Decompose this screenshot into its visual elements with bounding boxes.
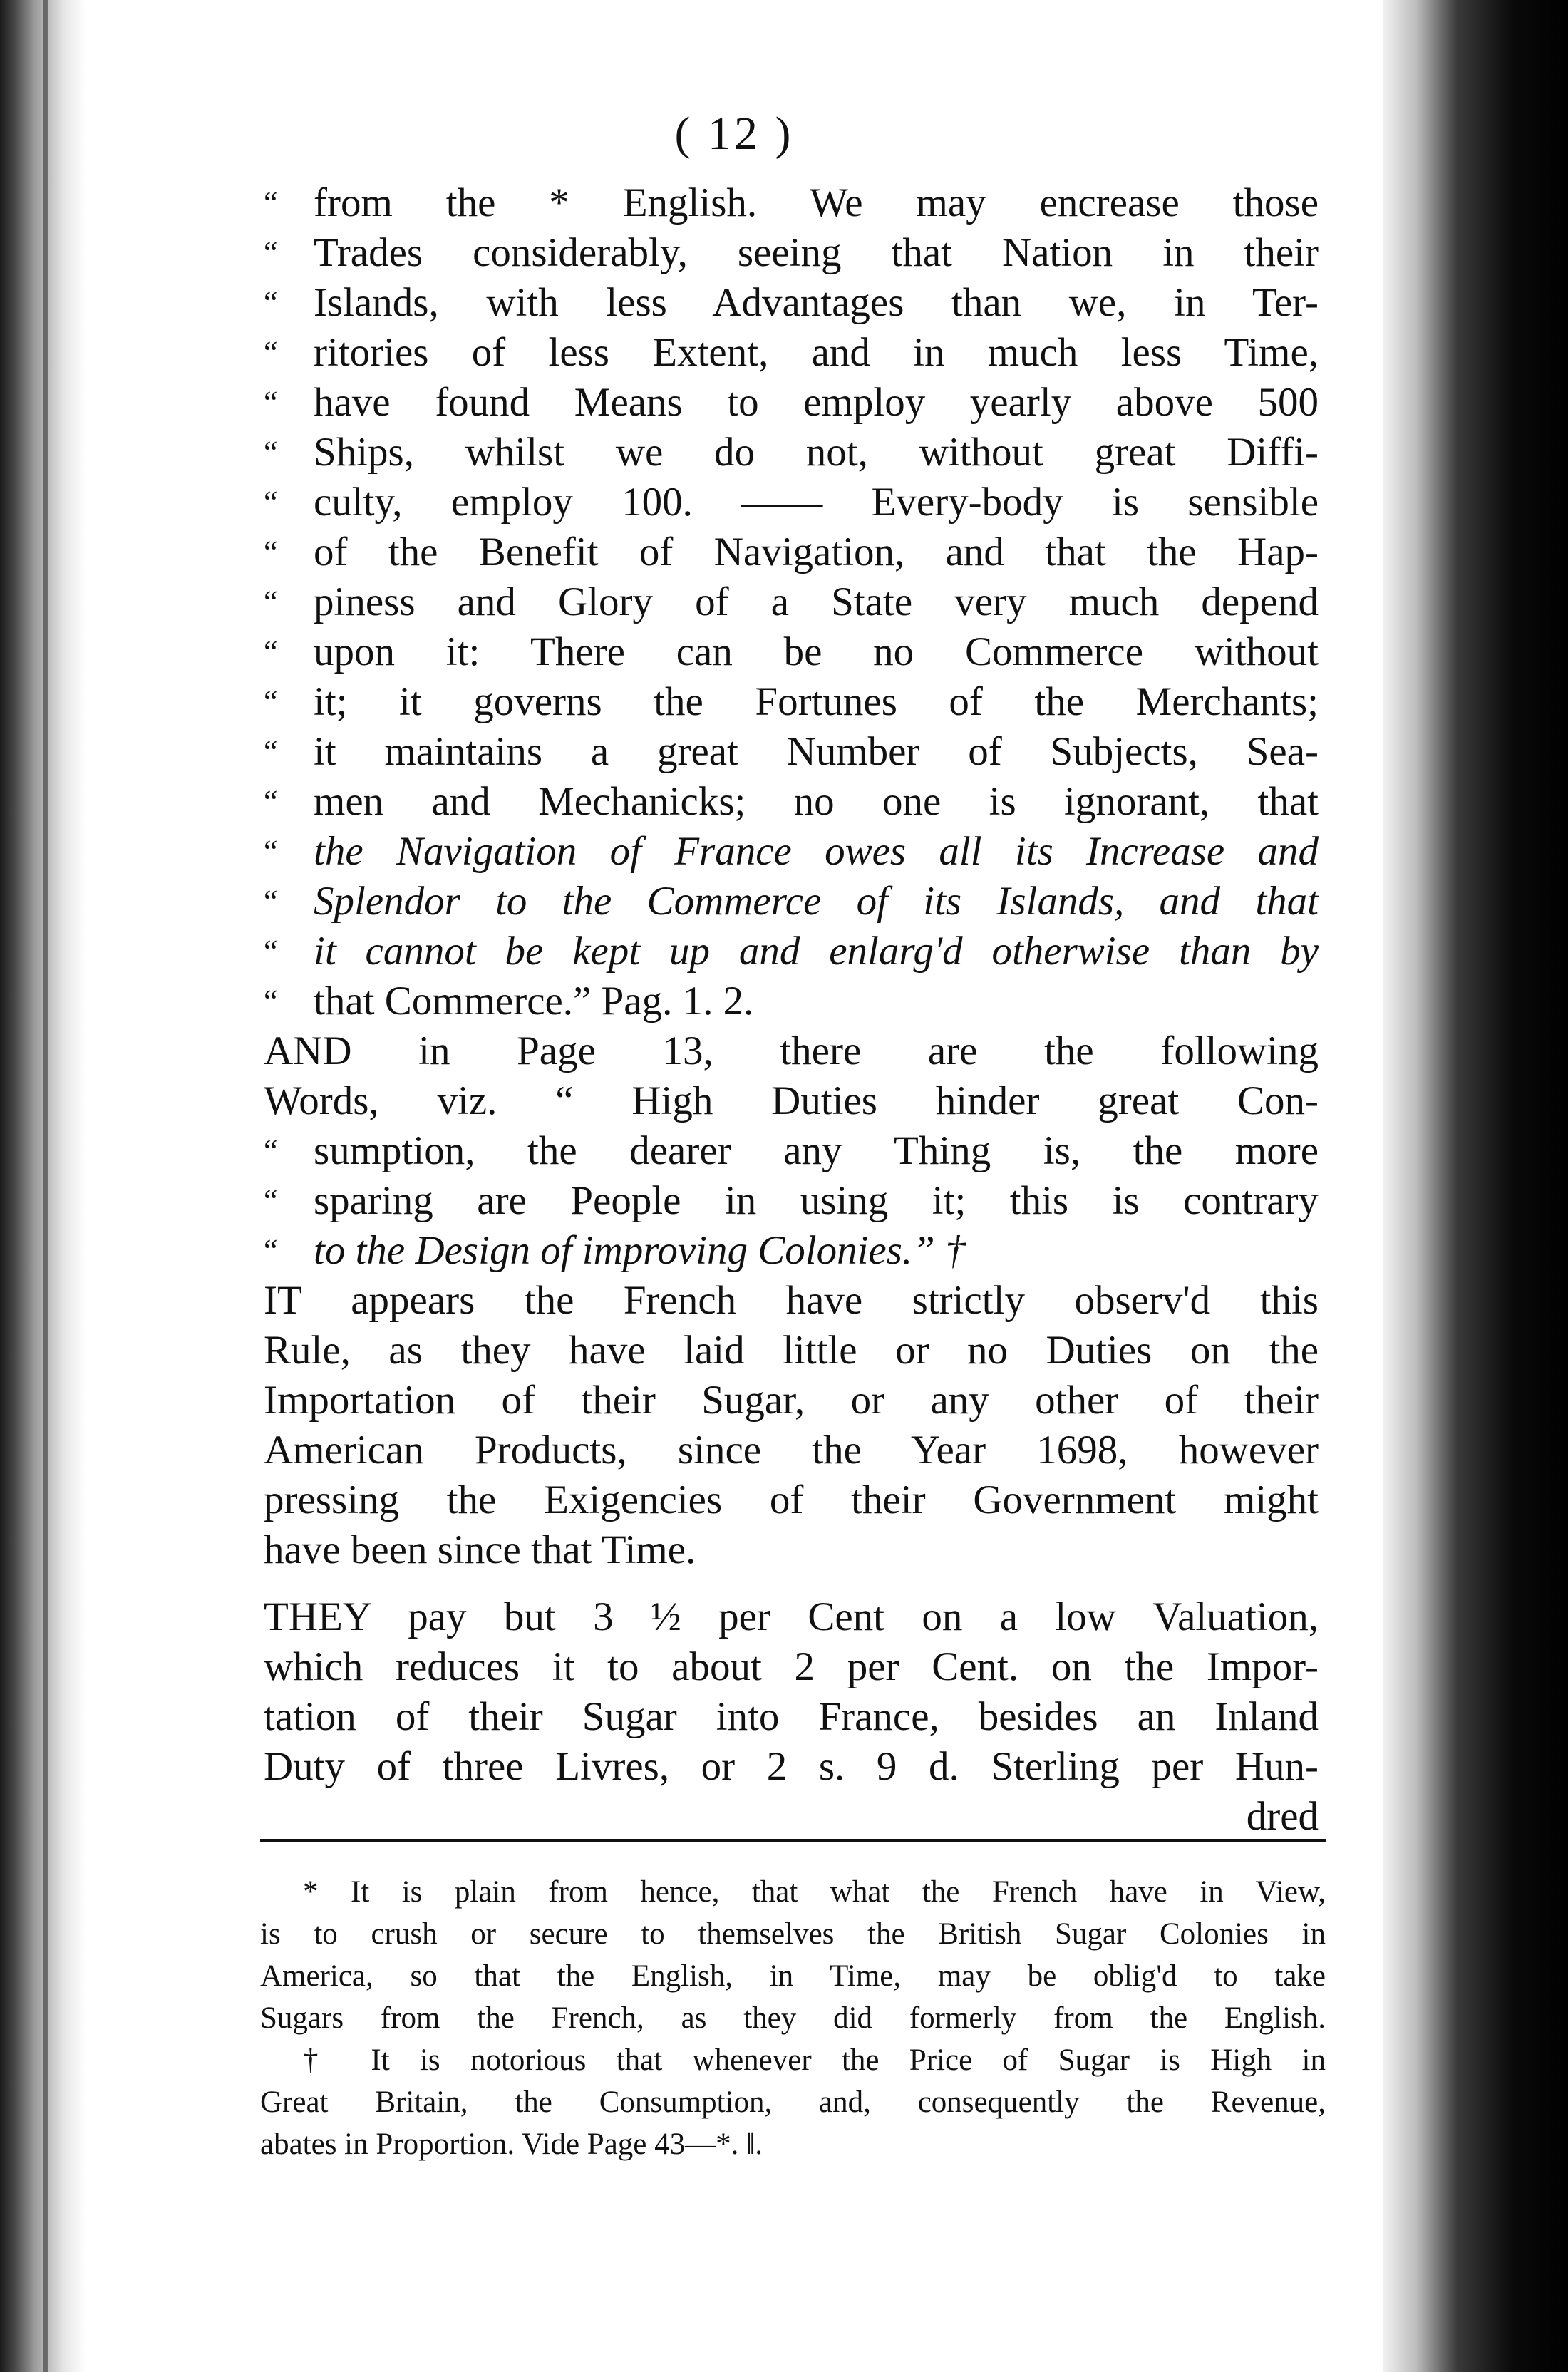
text-line — [264, 877, 1319, 927]
text-line-content: that Commerce.” Pag. 1. 2. — [314, 979, 754, 1023]
main-text-block — [264, 178, 1319, 1842]
quote-mark: “ — [264, 285, 278, 320]
footnote-line: abates in Proportion. Vide Page 43—*. ‖. — [260, 2128, 763, 2161]
text-line: THEY pay but 3 ½ per Cent on a low Valuation, — [264, 1594, 1319, 1639]
quote-mark: “ — [264, 984, 278, 1019]
text-line — [264, 627, 1319, 677]
text-line — [264, 428, 1319, 478]
text-line-content: ritories of less Extent, and in much less Time, — [314, 330, 1319, 375]
text-line — [264, 228, 1319, 278]
footnote-line: * It is plain from hence, that what the French have in View, — [303, 1875, 1326, 1909]
text-line-content: have found Means to employ yearly above 500 — [314, 380, 1319, 425]
text-line — [264, 927, 1319, 976]
text-line-content: piness and Glory of a State very much depend — [314, 579, 1319, 624]
quote-mark: “ — [264, 435, 278, 470]
catchword: dred — [1246, 1794, 1319, 1839]
text-line-content: Trades considerably, seeing that Nation in their — [314, 230, 1319, 275]
text-line-content: of the Benefit of Navigation, and that the Hap- — [314, 530, 1319, 574]
text-line-content: the Navigation of France owes all its Increase and — [314, 829, 1319, 874]
text-line-content: to the Design of improving Colonies.” † — [314, 1228, 966, 1273]
quote-mark: “ — [264, 684, 278, 719]
quote-mark: “ — [264, 584, 278, 619]
quote-mark: “ — [264, 784, 278, 819]
quote-mark: “ — [264, 235, 278, 270]
text-line: American Products, since the Year 1698, however — [264, 1428, 1319, 1473]
footnote-line: is to crush or secure to themselves the British Sugar Colonies in — [260, 1917, 1326, 1951]
footnote-divider — [260, 1839, 1326, 1842]
text-line: IT appears the French have strictly observ'd this — [264, 1278, 1319, 1323]
text-line — [264, 527, 1319, 577]
quote-mark: “ — [264, 634, 278, 669]
quote-mark: “ — [264, 385, 278, 420]
quote-mark: “ — [264, 1133, 278, 1168]
text-line — [264, 827, 1319, 877]
text-line-content: Ships, whilst we do not, without great Diffi- — [314, 430, 1319, 475]
text-line-content: Islands, with less Advantages than we, in Ter- — [314, 280, 1319, 325]
text-line — [264, 777, 1319, 827]
text-line: Duty of three Livres, or 2 s. 9 d. Sterling per Hun- — [264, 1744, 1319, 1789]
text-line — [264, 577, 1319, 627]
quote-mark: “ — [264, 535, 278, 569]
text-line — [264, 1226, 1319, 1276]
text-line-content: men and Mechanicks; no one is ignorant, that — [314, 779, 1319, 824]
paragraph-gap — [264, 1575, 1319, 1592]
text-line-content: it; it governs the Fortunes of the Merchants; — [314, 679, 1319, 724]
text-line — [264, 478, 1319, 527]
text-line — [264, 727, 1319, 777]
text-line: pressing the Exigencies of their Government might — [264, 1478, 1319, 1522]
footnote-line: America, so that the English, in Time, may be oblig'd to take — [260, 1959, 1326, 1993]
quote-mark: “ — [264, 834, 278, 869]
text-line-content: from the * English. We may encrease those — [314, 180, 1319, 225]
quote-mark: “ — [264, 1233, 278, 1268]
text-line: Words, viz. “ High Duties hinder great Con- — [264, 1078, 1319, 1123]
text-line — [264, 278, 1319, 328]
text-line: Rule, as they have laid little or no Duties on the — [264, 1328, 1319, 1373]
quote-mark: “ — [264, 185, 278, 220]
text-line — [264, 677, 1319, 727]
text-line: which reduces it to about 2 per Cent. on the Impor- — [264, 1644, 1319, 1689]
footnote-line: Sugars from the French, as they did formerly from the English. — [260, 2001, 1326, 2035]
text-line — [264, 178, 1319, 228]
text-line-content: Splendor to the Commerce of its Islands, and that — [314, 879, 1319, 924]
text-line: have been since that Time. — [264, 1527, 696, 1572]
quote-mark: “ — [264, 934, 278, 969]
text-line — [264, 1126, 1319, 1176]
quote-mark: “ — [264, 335, 278, 370]
text-line-content: upon it: There can be no Commerce without — [314, 629, 1319, 674]
page-number: ( 12 ) — [674, 108, 794, 160]
text-line-content: sumption, the dearer any Thing is, the more — [314, 1128, 1319, 1173]
text-line — [264, 378, 1319, 428]
footnote-line: Great Britain, the Consumption, and, consequently the Revenue, — [260, 2085, 1326, 2119]
footnotes-block — [260, 1871, 1326, 2165]
text-line — [264, 1176, 1319, 1226]
quote-mark: “ — [264, 734, 278, 769]
text-line — [264, 328, 1319, 378]
text-line-content: culty, employ 100. —— Every-body is sensible — [314, 480, 1319, 525]
text-line: AND in Page 13, there are the following — [264, 1028, 1319, 1073]
text-line — [264, 976, 1319, 1026]
page-edge-shadow — [1383, 0, 1568, 2372]
quote-mark: “ — [264, 1183, 278, 1218]
text-line: tation of their Sugar into France, besides an Inland — [264, 1694, 1319, 1739]
text-line-content: it cannot be kept up and enlarg'd otherwise than by — [314, 929, 1319, 974]
footnote-line: † It is notorious that whenever the Price of Sugar is High in — [303, 2043, 1326, 2077]
book-page — [86, 0, 1383, 2372]
quote-mark: “ — [264, 884, 278, 919]
text-line-content: sparing are People in using it; this is contrary — [314, 1178, 1319, 1223]
text-line-content: it maintains a great Number of Subjects, Sea- — [314, 729, 1319, 774]
quote-mark: “ — [264, 485, 278, 520]
binding-shadow-line — [43, 0, 48, 2372]
text-line: Importation of their Sugar, or any other of their — [264, 1378, 1319, 1423]
